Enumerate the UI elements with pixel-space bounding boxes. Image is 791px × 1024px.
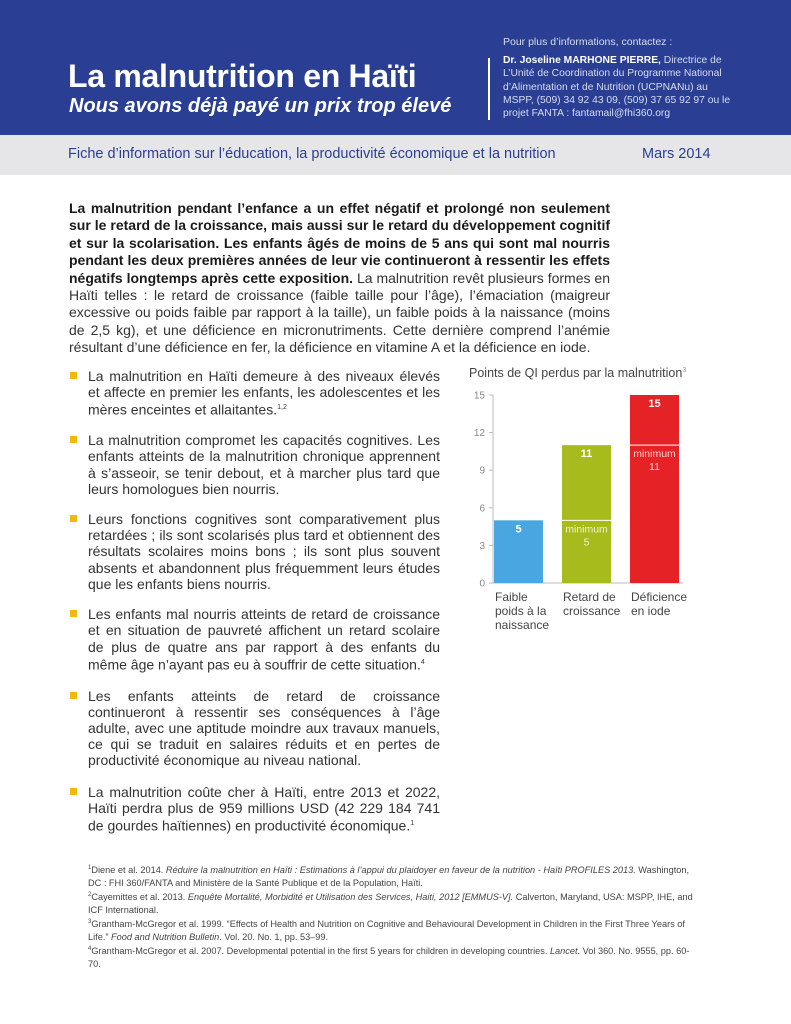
y-tick-label: 6 — [479, 503, 485, 515]
footnote — [88, 862, 702, 889]
footnote-text: Grantham-McGregor et al. 1999. “Effects of Health and Nutrition on Cognitive and Behavioural Development in Children in the First Three Years of Life.” — [88, 919, 685, 942]
category-label: Faible — [495, 590, 528, 604]
intro-paragraph — [69, 200, 610, 357]
y-tick-label: 3 — [479, 540, 485, 552]
intro-text: La malnutrition revêt plusieurs formes en Haïti telles : le retard de croissance (faible taille pour l’âge), l’émaciation (maigreur excessive ou poids faible par rapport à la taille), un faible poids à la naissance (moins de 2,5 kg), et une déficience en micronutriments. Cette dernière comprend l’anémie résultant d’une déficience en fer, la déficience en vitamine A et la déficience en iode. — [69, 269, 610, 356]
contact-name: Dr. Joseline MARHONE PIERRE, — [503, 55, 661, 66]
bullet-item — [69, 688, 440, 769]
footnote-source-title: Enquête Mortalité, Morbidité et Utilisation des Services, Haiti, 2012 [EMMUS-V]. — [187, 892, 514, 903]
footnote-text: Diene et al. 2014. — [91, 865, 166, 876]
footnote-number: 1 — [88, 865, 92, 871]
chart-title — [469, 366, 686, 380]
footnote-text-end: Washington, DC : FHI 360/FANTA and Ministère de la Santé Publique et de la Population, Haïti. — [88, 865, 690, 888]
footnote-source-title: Food and Nutrition Bulletin — [110, 931, 220, 942]
y-tick-label: 12 — [473, 428, 485, 440]
bullet-footnote-ref: 4 — [420, 658, 425, 666]
y-tick-label: 15 — [473, 390, 485, 402]
footnote — [88, 916, 702, 943]
category-label: croissance — [563, 604, 621, 618]
footnote-text: Cayemittes et al. 2013. — [91, 892, 188, 903]
bullet-item — [69, 368, 440, 418]
footnote-text-end: . Vol 360. No. 9555, pp. 60-70. — [88, 946, 690, 969]
contact-lead: Pour plus d’informations, contactez : — [503, 36, 673, 48]
minimum-value: 11 — [649, 461, 660, 474]
footnote — [88, 943, 702, 970]
bullet-footnote-ref: 1 — [410, 819, 415, 827]
publication-date: Mars 2014 — [642, 146, 711, 162]
minimum-value: 5 — [583, 536, 590, 549]
y-tick-label: 0 — [479, 578, 485, 590]
bullet-item — [69, 511, 440, 592]
bar-value-label: 15 — [648, 398, 661, 410]
page-subtitle: Nous avons déjà payé un prix trop élevé — [69, 95, 452, 117]
footnote-text-end: Calverton, Maryland, USA: MSPP, IHE, and ICF International. — [88, 892, 693, 915]
fact-sheet-label: Fiche d’information sur l’éducation, la productivité économique et la nutrition — [68, 146, 556, 162]
footnote-number: 3 — [88, 919, 92, 926]
bullet-square-icon — [70, 372, 77, 379]
bar-value-label: 5 — [515, 523, 522, 536]
footnote-source-title: Lancet — [549, 946, 578, 957]
iq-loss-chart — [455, 383, 715, 643]
chart-title-ref: 3 — [682, 366, 687, 374]
footnote — [88, 889, 702, 916]
category-label: Déficience — [631, 590, 688, 604]
footnote-number: 2 — [88, 892, 92, 899]
bullet-list — [69, 368, 440, 834]
chart-title-text: Points de QI perdus par la malnutrition — [469, 366, 683, 380]
bullet-square-icon — [70, 610, 77, 617]
footnote-text-end: . Vol. 20. No. 1, pp. 53–99. — [219, 931, 329, 942]
bullet-square-icon — [70, 436, 77, 443]
bullet-text: La malnutrition coûte cher à Haïti, entre 2013 et 2022, Haïti perdra plus de 959 millions USD (42 229 184 741 de gourdes haïtiennes) en productivité économique. — [88, 783, 440, 834]
footnote-text: Grantham-McGregor et al. 2007. Developmental potential in the first 5 years for children in developing countries. — [91, 946, 550, 957]
category-label: Retard de — [563, 590, 616, 604]
intro-bold: La malnutrition pendant l’enfance a un effet négatif et prolongé non seulement sur le retard de la croissance, mais aussi sur le retard du développement cognitif et sur la scolarisation. Les enfants âgés de moins de 5 ans qui sont mal nourris pendant les deux premières années de leur vie continueront à ressentir les effets négatifs longtemps après cette exposition. — [69, 200, 610, 286]
minimum-label: minimum — [633, 448, 676, 461]
footnote-number: 4 — [88, 946, 92, 953]
bar — [630, 395, 679, 583]
contact-details: Directrice de L’Unité de Coordination du Programme National d’Alimentation et de Nutrition (UCPNANu) au MSPP, (509) 34 92 43 09, (509) 37 65 92 97 ou le projet FANTA : fantamail@fhi360.org — [503, 55, 731, 120]
footnote-source-title: Réduire la malnutrition en Haïti : Estimations à l’appui du plaidoyer en faveur de la nutrition - Haïti PROFILES 2013. — [165, 865, 636, 876]
bullet-item — [69, 606, 440, 672]
footnotes — [88, 862, 702, 970]
bullet-text: Les enfants mal nourris atteints de retard de croissance et en situation de pauvreté affichent un retard scolaire de plus de quatre ans par rapport à des enfants du même âge n’ayant pas eu à souffrir de cette situation. — [88, 606, 440, 673]
bar-value-label: 11 — [580, 448, 593, 461]
contact-divider — [488, 58, 490, 120]
bullet-text: Leurs fonctions cognitives sont comparativement plus retardées ; ils sont scolarisés plus tard et obtiennent des résultats scolaires moins bons ; ils sont plus souvent absents et abandonnent plus fréquemment leurs études que les enfants biens nourris. — [88, 511, 440, 592]
category-label: naissance — [495, 618, 550, 632]
page-title: La malnutrition en Haïti — [68, 58, 417, 94]
contact-info — [503, 54, 738, 120]
bullet-square-icon — [70, 692, 77, 699]
bullet-square-icon — [70, 788, 77, 795]
bullet-square-icon — [70, 515, 77, 522]
category-label: poids à la — [495, 604, 547, 618]
bullet-text: Les enfants atteints de retard de croissance continueront à ressentir ses conséquences à l’âge adulte, avec une aptitude moindre aux travaux manuels, ce qui se traduit en salaires réduits et en pertes de productivité économique au niveau national. — [88, 687, 440, 769]
bullet-text: La malnutrition compromet les capacités cognitives. Les enfants atteints de la malnutrition chronique apprennent à s’asseoir, se tenir debout, et à marcher plus tard que leurs homologues bien nourris. — [88, 432, 440, 497]
minimum-label: minimum — [565, 523, 608, 536]
bullet-item — [69, 432, 440, 497]
bullet-text: La malnutrition en Haïti demeure à des niveaux élevés et affecte en premier les enfants, les adolescentes et les mères enceintes et allaitantes. — [88, 368, 440, 419]
bar — [562, 445, 611, 583]
y-tick-label: 9 — [479, 465, 485, 477]
bullet-footnote-ref: 1,2 — [277, 404, 287, 412]
bullet-item — [69, 784, 440, 834]
category-label: en iode — [631, 604, 671, 618]
